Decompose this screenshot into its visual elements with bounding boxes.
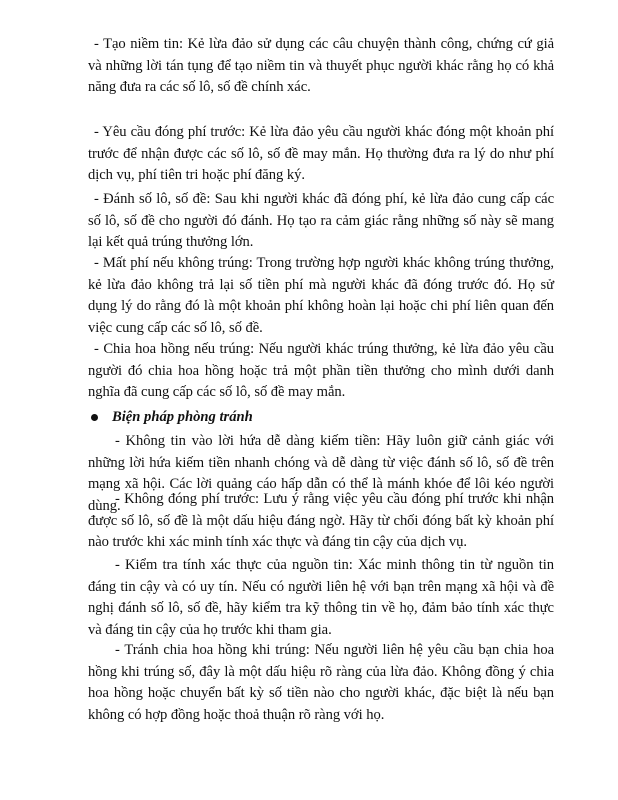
scam-step-lost-fee-paragraph: - Mất phí nếu không trúng: Trong trường hợp người khác không trúng thưởng, kẻ lừa đảo không trả lại số tiền phí mà người khác đã đóng trước đó. Họ sử dụng lý do rằng đó là một khoản phí không hoàn lại hoặc chi phí liên quan đến việc cung cấp các số lô, số đề.	[88, 255, 554, 336]
prevention-step-verify-source-paragraph: - Kiểm tra tính xác thực của nguồn tin: Xác minh thông tin từ nguồn tin đáng tin cậy và có uy tín. Nếu có người liên hệ với bạn trên mạng xã hội và đề nghị đánh số lô, số đề, hãy kiểm tra kỹ thông tin về họ, đảm bảo tính xác thực và đáng tin cậy của họ trước khi tham gia.	[88, 557, 554, 638]
scam-step-upfront-fee-paragraph: - Yêu cầu đóng phí trước: Kẻ lừa đảo yêu cầu người khác đóng một khoản phí trước để nhận được các số lô, số đề may mắn. Họ thường đưa ra lý do như phí dịch vụ, phí tiên tri hoặc phí đăng ký.	[88, 124, 554, 183]
bullet-dot-icon	[91, 414, 98, 421]
prevention-heading-text: Biện pháp phòng tránh	[112, 409, 253, 425]
prevention-step-no-commission-paragraph: - Tránh chia hoa hồng khi trúng: Nếu người liên hệ yêu cầu bạn chia hoa hồng khi trúng số, đây là một dấu hiệu rõ ràng của lừa đảo. Không đồng ý chia hoa hồng hoặc chuyển bất kỳ số tiền nào cho người khác, đặc biệt là nếu bạn không có hợp đồng hoặc thoả thuận rõ ràng với họ.	[88, 642, 554, 723]
prevention-step-no-easy-money-paragraph: - Không tin vào lời hứa dễ dàng kiếm tiền: Hãy luôn giữ cảnh giác với những lời hứa kiếm tiền nhanh chóng và dễ dàng từ việc đánh số lô, số đề trên mạng xã hội. Các lời quảng cáo hấp dẫn có thể là mánh khóe để lôi kéo người dùng.	[88, 433, 554, 514]
prevention-step-no-upfront-fee-paragraph: - Không đóng phí trước: Lưu ý rằng việc yêu cầu đóng phí trước khi nhận được số lô, số đề là một dấu hiệu đáng ngờ. Hãy từ chối đóng bất kỳ khoản phí nào trước khi xác minh tính xác thực và đáng tin cậy của dịch vụ.	[88, 491, 554, 550]
scam-step-commission-paragraph: - Chia hoa hồng nếu trúng: Nếu người khác trúng thưởng, kẻ lừa đảo yêu cầu người đó chia hoa hồng hoặc trả một phần tiền thưởng cho mình dưới danh nghĩa đã cung cấp các số lô, số đề may mắn.	[88, 341, 554, 400]
scam-step-numbers-paragraph: - Đánh số lô, số đề: Sau khi người khác đã đóng phí, kẻ lừa đảo cung cấp các số lô, số đề cho người đó đánh. Họ tạo ra cảm giác rằng những số này sẽ mang lại kết quả trúng thưởng lớn.	[88, 191, 554, 250]
scam-step-trust-paragraph: - Tạo niềm tin: Kẻ lừa đảo sử dụng các câu chuyện thành công, chứng cứ giả và những lời tán tụng để tạo niềm tin và thuyết phục người khác rằng họ có khả năng đưa ra các số lô, số đề chính xác.	[88, 36, 554, 95]
